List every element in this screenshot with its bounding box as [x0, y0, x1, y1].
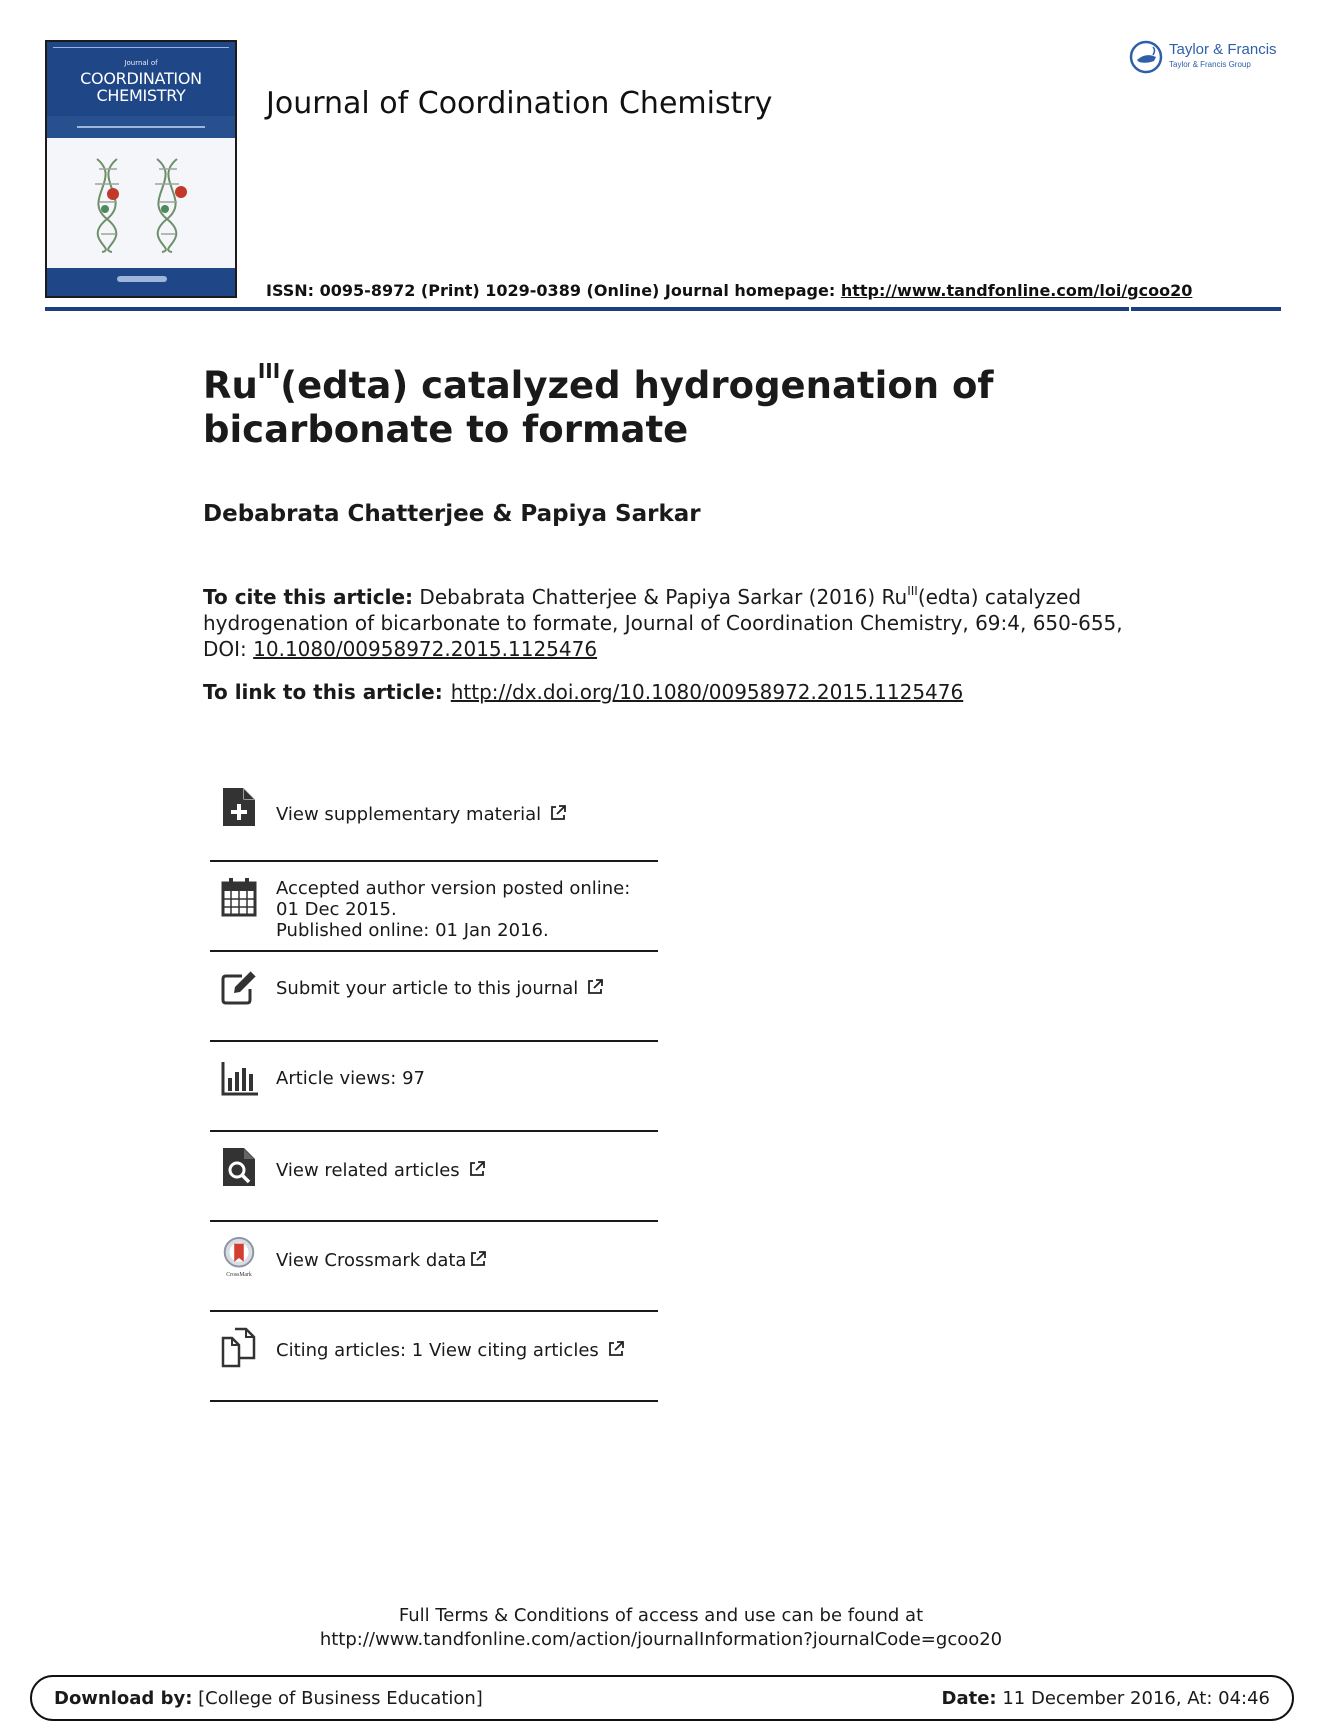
- header-divider-gap: [1129, 307, 1131, 311]
- cite-text-1: Debabrata Chatterjee & Papiya Sarkar (2016) Ru: [413, 585, 908, 609]
- published-date: Published online: 01 Jan 2016.: [276, 920, 549, 941]
- taylor-francis-lamp-icon: [1129, 40, 1163, 74]
- citing-articles-item[interactable]: [210, 1312, 658, 1402]
- supplementary-material-label: [276, 804, 656, 825]
- bar-chart-icon: [220, 1056, 258, 1098]
- citing-articles-label: [276, 1340, 656, 1361]
- title-ru: Ru: [203, 364, 258, 407]
- issn-line: [266, 281, 1192, 300]
- external-link-icon: [607, 1340, 625, 1358]
- related-text: View related articles: [276, 1160, 460, 1181]
- title-rest: (edta) catalyzed hydrogenation of bicarbonate to formate: [203, 364, 994, 451]
- issn-text: ISSN: 0095-8972 (Print) 1029-0389 (Online) Journal homepage:: [266, 281, 841, 300]
- cover-of-text: Journal of: [124, 59, 158, 67]
- download-by: [54, 1688, 483, 1709]
- download-institution: [College of Business Education]: [192, 1688, 483, 1709]
- external-link-icon: [469, 1250, 487, 1268]
- publication-dates-text: [276, 878, 646, 941]
- citation-block: [203, 584, 1123, 662]
- crossmark-icon: [220, 1236, 258, 1278]
- related-articles-item[interactable]: [210, 1132, 658, 1222]
- publisher-name: Taylor & Francis: [1169, 41, 1277, 58]
- cover-title: [47, 70, 235, 104]
- publisher-group: Taylor & Francis Group: [1169, 60, 1251, 69]
- file-plus-icon: [220, 786, 258, 828]
- journal-cover-image: [45, 40, 237, 298]
- article-link-line: [203, 680, 963, 704]
- cover-top-line: [53, 47, 229, 51]
- crossmark-text: View Crossmark data: [276, 1250, 467, 1271]
- crossmark-label: [276, 1250, 656, 1271]
- copy-documents-icon: [220, 1326, 258, 1368]
- cover-title-line2: CHEMISTRY: [96, 86, 186, 105]
- header-divider: [45, 307, 1281, 311]
- citing-text: Citing articles: 1 View citing articles: [276, 1340, 599, 1361]
- journal-name: Journal of Coordination Chemistry: [266, 86, 773, 121]
- taylor-francis-logo[interactable]: [1129, 38, 1289, 78]
- cite-text-2: (edta) catalyzed hydrogenation of bicarbonate to formate, Journal of Coordination Chemistry, 69:4, 650-655, DOI:: [203, 585, 1123, 661]
- supplementary-text: View supplementary material: [276, 804, 542, 825]
- title-oxidation-state: III: [257, 359, 281, 383]
- terms-and-conditions: [0, 1604, 1322, 1652]
- external-link-icon: [549, 804, 567, 822]
- submit-article-item[interactable]: [210, 952, 658, 1042]
- doi-link[interactable]: 10.1080/00958972.2015.1125476: [253, 637, 598, 661]
- download-label: Download by:: [54, 1688, 193, 1709]
- terms-url[interactable]: http://www.tandfonline.com/action/journalInformation?journalCode=gcoo20: [319, 1629, 1003, 1650]
- article-title: [203, 359, 1163, 452]
- publication-dates-item: [210, 862, 658, 952]
- crossmark-logo-text: CrossMark: [226, 1272, 252, 1278]
- document-search-icon: [220, 1146, 258, 1188]
- calendar-icon: [220, 876, 258, 918]
- date-label: Date:: [941, 1688, 997, 1709]
- article-doi-url[interactable]: http://dx.doi.org/10.1080/00958972.2015.1125476: [450, 680, 964, 704]
- submit-text: Submit your article to this journal: [276, 978, 579, 999]
- terms-line-1: Full Terms & Conditions of access and use can be found at: [398, 1605, 924, 1626]
- article-views-item: [210, 1042, 658, 1132]
- cite-label: To cite this article:: [203, 585, 414, 609]
- external-link-icon: [468, 1160, 486, 1178]
- article-authors: Debabrata Chatterjee & Papiya Sarkar: [203, 501, 701, 527]
- edit-pencil-icon: [220, 966, 258, 1008]
- download-info-bar: [30, 1675, 1294, 1721]
- submit-article-label: [276, 978, 656, 999]
- article-views-label: Article views: 97: [276, 1068, 425, 1089]
- cover-title-band: [47, 42, 235, 116]
- link-label: To link to this article:: [203, 680, 443, 704]
- crossmark-item[interactable]: [210, 1222, 658, 1312]
- cover-title-line1: COORDINATION: [80, 69, 202, 88]
- download-date: [942, 1688, 1270, 1709]
- accepted-date: Accepted author version posted online: 01 Dec 2015.: [276, 878, 631, 920]
- journal-homepage-link[interactable]: http://www.tandfonline.com/loi/gcoo20: [840, 281, 1193, 300]
- date-value: 11 December 2016, At: 04:46: [996, 1688, 1270, 1709]
- supplementary-material-item[interactable]: [210, 772, 658, 862]
- article-info-list: [210, 772, 658, 1402]
- related-articles-label: [276, 1160, 656, 1181]
- dna-helix-illustration: [77, 154, 207, 254]
- external-link-icon: [586, 978, 604, 996]
- cite-oxidation-state: III: [907, 584, 918, 598]
- cover-publisher-band: [47, 268, 235, 296]
- cover-editor-strip: [47, 116, 235, 138]
